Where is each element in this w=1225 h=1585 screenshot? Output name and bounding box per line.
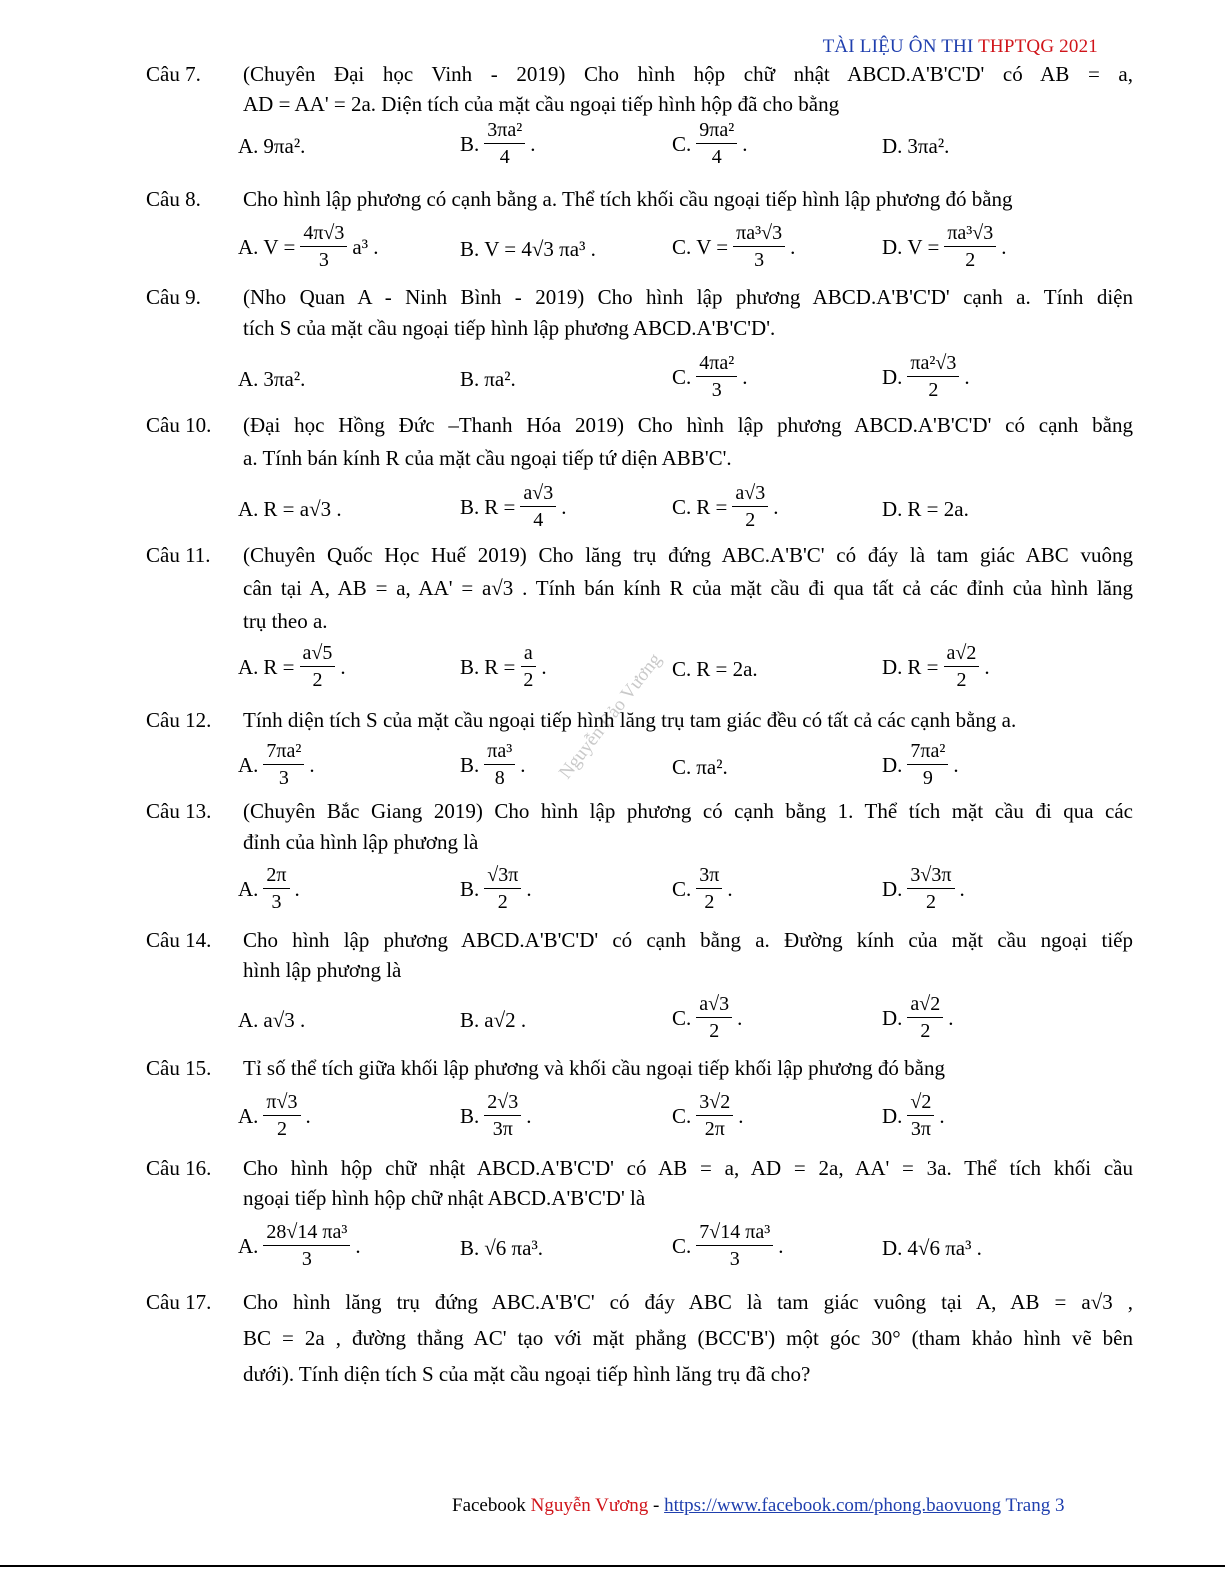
answer-option[interactable] bbox=[460, 1008, 526, 1033]
fraction-denominator: 2 bbox=[276, 1118, 287, 1140]
question-number: Câu 10. bbox=[146, 413, 212, 437]
option-label: C. bbox=[672, 494, 692, 519]
fraction-numerator: π√3 bbox=[263, 1092, 300, 1116]
answer-option[interactable] bbox=[460, 741, 526, 789]
answer-option[interactable] bbox=[238, 1222, 361, 1270]
fraction bbox=[484, 741, 515, 789]
question-text-line: dưới). Tính diện tích S của mặt cầu ngoại tiếp hình lăng trụ đã cho? bbox=[243, 1362, 811, 1386]
option-text: R = bbox=[907, 654, 939, 679]
answer-option[interactable] bbox=[460, 237, 596, 262]
question-text-line: Cho hình lập phương có cạnh bằng a. Thể tích khối cầu ngoại tiếp hình lập phương đó bằng bbox=[243, 187, 1013, 211]
answer-option[interactable] bbox=[672, 994, 742, 1042]
question-text-line: Cho hình hộp chữ nhật ABCD.A'B'C'D' có AB = a, AD = 2a, AA' = 3a. Thể tích khối cầu bbox=[243, 1156, 1133, 1180]
answer-option[interactable] bbox=[238, 367, 305, 392]
option-label: B. bbox=[460, 131, 480, 156]
option-text: R = 2a. bbox=[696, 657, 758, 681]
fraction bbox=[732, 483, 768, 531]
option-suffix: . bbox=[355, 1233, 361, 1258]
option-text: πa². bbox=[696, 755, 728, 779]
option-text: V = bbox=[696, 234, 729, 259]
option-label: B. bbox=[460, 494, 480, 519]
fraction bbox=[907, 865, 954, 913]
option-suffix: . bbox=[1001, 234, 1007, 259]
fraction-denominator: 3 bbox=[271, 891, 282, 913]
fraction-numerator: 4πa² bbox=[696, 353, 737, 377]
option-text: 9πa². bbox=[263, 134, 306, 158]
answer-option[interactable] bbox=[882, 353, 970, 401]
option-label: B. bbox=[460, 654, 480, 679]
fraction-numerator: 2√3 bbox=[484, 1092, 521, 1116]
fraction bbox=[907, 994, 943, 1042]
option-label: A. bbox=[238, 1233, 259, 1258]
option-text: V = bbox=[263, 234, 296, 259]
fraction bbox=[484, 865, 521, 913]
question-text-line: AD = AA' = 2a. Diện tích của mặt cầu ngoại tiếp hình hộp đã cho bằng bbox=[243, 92, 840, 116]
option-text: 3πa². bbox=[263, 367, 306, 391]
question-text-line: (Nho Quan A - Ninh Bình - 2019) Cho hình lập phương ABCD.A'B'C'D' cạnh a. Tính diện bbox=[243, 285, 1133, 309]
option-label: D. bbox=[882, 654, 903, 679]
option-label: C. bbox=[672, 234, 692, 259]
option-text: R = a√3 . bbox=[263, 497, 342, 521]
fraction-denominator: 3π bbox=[492, 1118, 513, 1140]
fraction bbox=[520, 483, 556, 531]
option-label: B. bbox=[460, 876, 480, 901]
fraction-numerator: 2π bbox=[263, 865, 289, 889]
fraction-denominator: 3 bbox=[278, 767, 289, 789]
option-suffix: . bbox=[541, 654, 547, 679]
option-text: R = 2a. bbox=[907, 497, 969, 521]
answer-option[interactable] bbox=[672, 483, 778, 531]
answer-options bbox=[0, 865, 1225, 925]
fraction-denominator: 4 bbox=[499, 146, 510, 168]
fraction-numerator: a√3 bbox=[520, 483, 556, 507]
answer-option[interactable] bbox=[882, 865, 965, 913]
question-text-line: đỉnh của hình lập phương là bbox=[243, 830, 479, 854]
fraction-numerator: 28√14 πa³ bbox=[263, 1222, 350, 1246]
question-number: Câu 9. bbox=[146, 285, 201, 309]
answer-option[interactable] bbox=[672, 1092, 744, 1140]
answer-options bbox=[0, 994, 1225, 1054]
option-suffix: . bbox=[778, 1233, 784, 1258]
fraction-denominator: 2 bbox=[704, 891, 715, 913]
option-label: A. bbox=[238, 1008, 259, 1032]
option-suffix: . bbox=[526, 1103, 532, 1128]
question-text-line: hình lập phương là bbox=[243, 958, 402, 982]
option-text: R = bbox=[484, 494, 516, 519]
fraction-denominator: 3 bbox=[729, 1248, 740, 1270]
option-suffix: . bbox=[305, 1103, 311, 1128]
answer-option[interactable] bbox=[460, 367, 516, 392]
fraction-numerator: a√2 bbox=[944, 643, 980, 667]
option-label: D. bbox=[882, 1103, 903, 1128]
option-suffix: . bbox=[953, 752, 959, 777]
option-text: πa². bbox=[484, 367, 516, 391]
fraction-denominator: 8 bbox=[494, 767, 505, 789]
fraction-denominator: 2 bbox=[956, 669, 967, 691]
option-suffix: . bbox=[742, 131, 748, 156]
answer-options bbox=[0, 741, 1225, 801]
answer-options bbox=[0, 353, 1225, 413]
answer-option[interactable] bbox=[672, 1222, 783, 1270]
answer-option[interactable] bbox=[238, 643, 346, 691]
fraction-numerator: 4π√3 bbox=[300, 223, 347, 247]
answer-options bbox=[0, 483, 1225, 543]
answer-option[interactable] bbox=[460, 643, 547, 691]
answer-option[interactable] bbox=[882, 134, 949, 159]
fraction-numerator: 7πa² bbox=[263, 741, 304, 765]
option-suffix: . bbox=[939, 1103, 945, 1128]
fraction-numerator: a√3 bbox=[696, 994, 732, 1018]
fraction-denominator: 2 bbox=[745, 509, 756, 531]
option-label: C. bbox=[672, 1005, 692, 1030]
fraction-denominator: 2 bbox=[928, 379, 939, 401]
option-suffix: . bbox=[984, 654, 990, 679]
option-suffix: . bbox=[520, 752, 526, 777]
answer-option[interactable] bbox=[882, 1092, 945, 1140]
question-text-line: a. Tính bán kính R của mặt cầu ngoại tiếp tứ diện ABB'C'. bbox=[243, 446, 732, 470]
option-suffix: . bbox=[340, 654, 346, 679]
option-suffix: . bbox=[526, 876, 532, 901]
answer-option[interactable] bbox=[882, 994, 954, 1042]
option-label: D. bbox=[882, 1005, 903, 1030]
option-label: C. bbox=[672, 657, 692, 681]
fraction-numerator: πa³√3 bbox=[944, 223, 996, 247]
question-text-line: Cho hình lăng trụ đứng ABC.A'B'C' có đáy ABC là tam giác vuông tại A, AB = a√3 , bbox=[243, 1290, 1133, 1314]
fraction bbox=[696, 994, 732, 1042]
fraction bbox=[263, 741, 304, 789]
question-text-line: Cho hình lập phương ABCD.A'B'C'D' có cạnh bằng a. Đường kính của mặt cầu ngoại tiếp bbox=[243, 928, 1133, 952]
question-number: Câu 15. bbox=[146, 1056, 212, 1080]
fraction bbox=[263, 865, 289, 913]
fraction-denominator: 2 bbox=[965, 249, 976, 271]
option-label: D. bbox=[882, 1236, 903, 1260]
question-text-line: tích S của mặt cầu ngoại tiếp hình lập phương ABCD.A'B'C'D'. bbox=[243, 316, 776, 340]
footer-separator: - bbox=[653, 1495, 660, 1516]
question-number: Câu 17. bbox=[146, 1290, 212, 1314]
option-text: 4√6 πa³ . bbox=[907, 1236, 982, 1260]
fraction-denominator: 3π bbox=[910, 1118, 931, 1140]
answer-options bbox=[0, 1092, 1225, 1152]
question-number: Câu 7. bbox=[146, 62, 201, 86]
answer-option[interactable] bbox=[672, 865, 733, 913]
answer-option[interactable] bbox=[238, 1092, 311, 1140]
question-number: Câu 14. bbox=[146, 928, 212, 952]
fraction bbox=[907, 741, 948, 789]
fraction-numerator: 3√2 bbox=[696, 1092, 733, 1116]
option-suffix: . bbox=[737, 1005, 743, 1030]
option-label: B. bbox=[460, 237, 480, 261]
fraction-numerator: 3πa² bbox=[484, 120, 525, 144]
option-label: B. bbox=[460, 367, 480, 391]
option-label: D. bbox=[882, 752, 903, 777]
question-text-line: (Đại học Hồng Đức –Thanh Hóa 2019) Cho hình lập phương ABCD.A'B'C'D' có cạnh bằng bbox=[243, 413, 1133, 437]
fraction bbox=[484, 1092, 521, 1140]
fraction bbox=[300, 643, 336, 691]
option-suffix: . bbox=[959, 876, 965, 901]
watermark: Nguyễn Bảo Vương bbox=[555, 649, 666, 783]
fraction-denominator: 2π bbox=[704, 1118, 725, 1140]
question-number: Câu 11. bbox=[146, 543, 211, 567]
option-label: D. bbox=[882, 234, 903, 259]
question-text-line: (Chuyên Đại học Vinh - 2019) Cho hình hộp chữ nhật ABCD.A'B'C'D' có AB = a, bbox=[243, 62, 1133, 86]
option-suffix: a³ . bbox=[352, 234, 379, 259]
option-text: R = bbox=[696, 494, 728, 519]
answer-option[interactable] bbox=[238, 223, 379, 271]
question-number: Câu 12. bbox=[146, 708, 212, 732]
answer-options bbox=[0, 643, 1225, 703]
option-label: A. bbox=[238, 234, 259, 259]
answer-option[interactable] bbox=[460, 865, 532, 913]
fraction-numerator: πa²√3 bbox=[907, 353, 959, 377]
answer-option[interactable] bbox=[460, 1092, 532, 1140]
page-footer bbox=[452, 1495, 1065, 1517]
option-suffix: . bbox=[773, 494, 779, 519]
option-label: D. bbox=[882, 364, 903, 389]
fraction bbox=[696, 120, 737, 168]
option-label: D. bbox=[882, 876, 903, 901]
fraction-denominator: 2 bbox=[920, 1020, 931, 1042]
fraction-denominator: 2 bbox=[925, 891, 936, 913]
fraction-denominator: 2 bbox=[709, 1020, 720, 1042]
answer-option[interactable] bbox=[672, 120, 748, 168]
fraction-numerator: πa³ bbox=[484, 741, 515, 765]
answer-option[interactable] bbox=[882, 223, 1007, 271]
answer-option[interactable] bbox=[238, 1008, 305, 1033]
fraction-numerator: 3√3π bbox=[907, 865, 954, 889]
fraction-denominator: 2 bbox=[523, 669, 534, 691]
option-label: B. bbox=[460, 1008, 480, 1032]
fraction-numerator: a√3 bbox=[732, 483, 768, 507]
page-header bbox=[823, 36, 1098, 58]
answer-option[interactable] bbox=[238, 741, 315, 789]
fraction-denominator: 3 bbox=[301, 1248, 312, 1270]
fraction-numerator: 3π bbox=[696, 865, 722, 889]
fraction-numerator: √2 bbox=[907, 1092, 934, 1116]
option-label: A. bbox=[238, 752, 259, 777]
fraction-numerator: a√2 bbox=[907, 994, 943, 1018]
answer-option[interactable] bbox=[672, 353, 748, 401]
fraction bbox=[696, 353, 737, 401]
question-text-line: Tính diện tích S của mặt cầu ngoại tiếp hình lăng trụ tam giác đều có tất cả các cạnh bằng a. bbox=[243, 708, 1017, 732]
answer-options bbox=[0, 120, 1225, 180]
question-number: Câu 8. bbox=[146, 187, 201, 211]
fraction-denominator: 2 bbox=[312, 669, 323, 691]
answer-option[interactable] bbox=[238, 865, 300, 913]
answer-option[interactable] bbox=[672, 223, 795, 271]
option-label: B. bbox=[460, 752, 480, 777]
fraction-numerator: √3π bbox=[484, 865, 521, 889]
question-text-line: Tỉ số thể tích giữa khối lập phương và khối cầu ngoại tiếp khối lập phương đó bằng bbox=[243, 1056, 945, 1080]
fraction bbox=[907, 353, 959, 401]
answer-option[interactable] bbox=[460, 120, 536, 168]
fraction bbox=[263, 1222, 350, 1270]
option-suffix: . bbox=[727, 876, 733, 901]
option-label: A. bbox=[238, 876, 259, 901]
fraction-denominator: 3 bbox=[754, 249, 765, 271]
option-label: A. bbox=[238, 497, 259, 521]
answer-option[interactable] bbox=[882, 643, 990, 691]
fraction bbox=[944, 643, 980, 691]
answer-options bbox=[0, 1222, 1225, 1282]
footer-label: Facebook bbox=[452, 1495, 526, 1516]
option-text: 3πa². bbox=[907, 134, 950, 158]
answer-option[interactable] bbox=[460, 483, 566, 531]
answer-option[interactable] bbox=[882, 497, 969, 522]
fraction bbox=[484, 120, 525, 168]
fraction bbox=[944, 223, 996, 271]
option-text: R = bbox=[263, 654, 295, 679]
option-suffix: . bbox=[294, 876, 300, 901]
fraction bbox=[907, 1092, 934, 1140]
fraction bbox=[263, 1092, 300, 1140]
footer-author: Nguyễn Vương bbox=[530, 1495, 649, 1516]
question-text-line: trụ theo a. bbox=[243, 609, 328, 633]
answer-options bbox=[0, 223, 1225, 283]
answer-option[interactable] bbox=[460, 1236, 543, 1261]
header-title: TÀI LIỆU ÔN THI bbox=[822, 36, 974, 57]
option-suffix: . bbox=[964, 364, 970, 389]
fraction-denominator: 4 bbox=[533, 509, 544, 531]
option-suffix: . bbox=[742, 364, 748, 389]
answer-option[interactable] bbox=[238, 134, 305, 159]
facebook-link[interactable]: https://www.facebook.com/phong.baovuong bbox=[664, 1495, 1002, 1516]
fraction-numerator: a√5 bbox=[300, 643, 336, 667]
option-suffix: . bbox=[561, 494, 567, 519]
question-text-line: ngoại tiếp hình hộp chữ nhật ABCD.A'B'C'D' là bbox=[243, 1186, 646, 1210]
fraction-denominator: 9 bbox=[922, 767, 933, 789]
header-exam: THPTQG 2021 bbox=[978, 36, 1098, 57]
answer-option[interactable] bbox=[672, 755, 728, 780]
option-label: D. bbox=[882, 497, 903, 521]
option-label: C. bbox=[672, 755, 692, 779]
option-suffix: . bbox=[948, 1005, 954, 1030]
option-label: A. bbox=[238, 134, 259, 158]
option-label: A. bbox=[238, 367, 259, 391]
answer-option[interactable] bbox=[672, 657, 758, 682]
option-suffix: . bbox=[309, 752, 315, 777]
option-text: V = bbox=[907, 234, 940, 259]
fraction-numerator: a bbox=[521, 643, 536, 667]
option-label: A. bbox=[238, 1103, 259, 1128]
fraction bbox=[696, 1092, 733, 1140]
option-label: C. bbox=[672, 1233, 692, 1258]
fraction bbox=[733, 223, 785, 271]
answer-option[interactable] bbox=[882, 1236, 982, 1261]
page-number: Trang 3 bbox=[1005, 1495, 1065, 1516]
fraction-denominator: 3 bbox=[318, 249, 329, 271]
fraction bbox=[696, 1222, 773, 1270]
option-suffix: . bbox=[738, 1103, 744, 1128]
fraction-numerator: 9πa² bbox=[696, 120, 737, 144]
question-number: Câu 16. bbox=[146, 1156, 212, 1180]
option-text: R = bbox=[484, 654, 516, 679]
answer-option[interactable] bbox=[882, 741, 959, 789]
option-label: B. bbox=[460, 1103, 480, 1128]
option-text: √6 πa³. bbox=[484, 1236, 544, 1260]
option-label: B. bbox=[460, 1236, 480, 1260]
fraction bbox=[520, 643, 536, 691]
question-text-line: (Chuyên Quốc Học Huế 2019) Cho lăng trụ đứng ABC.A'B'C' có đáy là tam giác ABC vuông bbox=[243, 543, 1133, 567]
fraction-denominator: 4 bbox=[711, 146, 722, 168]
option-suffix: . bbox=[530, 131, 536, 156]
option-text: V = 4√3 πa³ . bbox=[484, 237, 596, 261]
option-label: C. bbox=[672, 131, 692, 156]
question-text-line: (Chuyên Bắc Giang 2019) Cho hình lập phương có cạnh bằng 1. Thể tích mặt cầu đi qua các bbox=[243, 799, 1133, 823]
fraction-numerator: πa³√3 bbox=[733, 223, 785, 247]
fraction-numerator: 7√14 πa³ bbox=[696, 1222, 773, 1246]
question-text-line: BC = 2a , đường thẳng AC' tạo với mặt phẳng (BCC'B') một góc 30° (tham khảo hình vẽ bên bbox=[243, 1326, 1133, 1350]
fraction bbox=[696, 865, 722, 913]
option-text: a√3 . bbox=[263, 1008, 306, 1032]
option-suffix: . bbox=[790, 234, 796, 259]
option-label: D. bbox=[882, 134, 903, 158]
bottom-rule bbox=[0, 1565, 1225, 1567]
option-text: a√2 . bbox=[484, 1008, 527, 1032]
option-label: C. bbox=[672, 1103, 692, 1128]
option-label: C. bbox=[672, 876, 692, 901]
option-label: A. bbox=[238, 654, 259, 679]
fraction bbox=[300, 223, 347, 271]
question-number: Câu 13. bbox=[146, 799, 212, 823]
fraction-numerator: 7πa² bbox=[907, 741, 948, 765]
fraction-denominator: 2 bbox=[497, 891, 508, 913]
fraction-denominator: 3 bbox=[711, 379, 722, 401]
answer-option[interactable] bbox=[238, 497, 342, 522]
option-label: C. bbox=[672, 364, 692, 389]
question-text-line: cân tại A, AB = a, AA' = a√3 . Tính bán kính R của mặt cầu đi qua tất cả các đỉnh của hình lăng bbox=[243, 576, 1133, 600]
